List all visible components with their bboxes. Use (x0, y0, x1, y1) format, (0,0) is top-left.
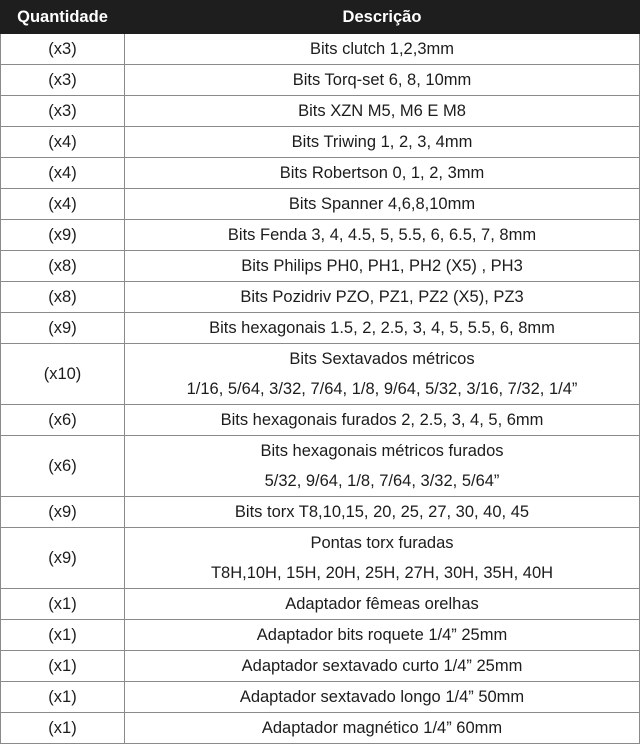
description-line: Adaptador sextavado curto 1/4” 25mm (241, 657, 523, 675)
description-cell (125, 620, 640, 651)
description-line: Bits Sextavados métricos (289, 350, 475, 368)
quantity-cell: (x9) (1, 528, 125, 589)
quantity-cell: (x6) (1, 405, 125, 436)
description-cell (125, 436, 640, 497)
description-cell (125, 251, 640, 282)
description-line: 1/16, 5/64, 3/32, 7/64, 1/8, 9/64, 5/32, 3/16, 7/32, 1/4” (186, 380, 578, 398)
table-row (1, 220, 640, 251)
description-cell (125, 682, 640, 713)
description-line: Bits Philips PH0, PH1, PH2 (X5) , PH3 (241, 257, 523, 275)
description-line: T8H,10H, 15H, 20H, 25H, 27H, 30H, 35H, 40H (210, 564, 554, 582)
quantity-header: Quantidade (1, 1, 125, 34)
description-line: Bits Pozidriv PZO, PZ1, PZ2 (X5), PZ3 (240, 288, 524, 306)
description-cell (125, 589, 640, 620)
quantity-cell: (x9) (1, 220, 125, 251)
description-line: 5/32, 9/64, 1/8, 7/64, 3/32, 5/64” (264, 472, 500, 490)
table-row (1, 158, 640, 189)
description-cell (125, 282, 640, 313)
description-cell (125, 127, 640, 158)
description-line: Bits torx T8,10,15, 20, 25, 27, 30, 40, 45 (234, 503, 530, 521)
table-row (1, 344, 640, 405)
description-line: Bits Robertson 0, 1, 2, 3mm (279, 164, 485, 182)
table-row (1, 528, 640, 589)
description-line: Adaptador magnético 1/4” 60mm (261, 719, 503, 737)
description-cell (125, 34, 640, 65)
description-cell (125, 344, 640, 405)
quantity-cell: (x10) (1, 344, 125, 405)
description-line: Bits hexagonais furados 2, 2.5, 3, 4, 5, 6mm (220, 411, 544, 429)
description-line: Bits Spanner 4,6,8,10mm (288, 195, 476, 213)
description-cell (125, 65, 640, 96)
description-line: Adaptador sextavado longo 1/4” 50mm (239, 688, 525, 706)
description-cell (125, 96, 640, 127)
description-cell (125, 313, 640, 344)
table-row (1, 313, 640, 344)
quantity-cell: (x6) (1, 436, 125, 497)
quantity-cell: (x4) (1, 127, 125, 158)
description-line: Bits hexagonais 1.5, 2, 2.5, 3, 4, 5, 5.5, 6, 8mm (209, 319, 555, 337)
description-cell (125, 528, 640, 589)
quantity-cell: (x3) (1, 96, 125, 127)
quantity-cell: (x4) (1, 189, 125, 220)
table-row (1, 189, 640, 220)
quantity-cell: (x1) (1, 713, 125, 744)
table-row (1, 682, 640, 713)
description-header: Descrição (125, 1, 640, 34)
table-row (1, 282, 640, 313)
quantity-cell: (x9) (1, 313, 125, 344)
description-line: Bits hexagonais métricos furados (260, 442, 504, 460)
header-row (1, 1, 640, 34)
description-cell (125, 651, 640, 682)
table-row (1, 96, 640, 127)
quantity-cell: (x1) (1, 589, 125, 620)
quantity-cell: (x3) (1, 65, 125, 96)
description-line: Bits Torq-set 6, 8, 10mm (292, 71, 472, 89)
description-cell (125, 158, 640, 189)
quantity-cell: (x1) (1, 682, 125, 713)
table-row (1, 651, 640, 682)
description-line: Bits Fenda 3, 4, 4.5, 5, 5.5, 6, 6.5, 7, 8mm (227, 226, 537, 244)
table-row (1, 436, 640, 497)
quantity-cell: (x3) (1, 34, 125, 65)
description-line: Bits Triwing 1, 2, 3, 4mm (291, 133, 473, 151)
description-cell (125, 713, 640, 744)
description-line: Pontas torx furadas (310, 534, 454, 552)
table-row (1, 713, 640, 744)
table-row (1, 34, 640, 65)
table-row (1, 589, 640, 620)
table-row (1, 127, 640, 158)
table-row (1, 251, 640, 282)
description-cell (125, 189, 640, 220)
description-line: Bits XZN M5, M6 E M8 (298, 102, 466, 120)
quantity-cell: (x9) (1, 497, 125, 528)
table-row (1, 405, 640, 436)
description-line: Adaptador fêmeas orelhas (285, 595, 479, 613)
description-cell (125, 220, 640, 251)
table-row (1, 620, 640, 651)
description-cell (125, 405, 640, 436)
description-line: Adaptador bits roquete 1/4” 25mm (256, 626, 508, 644)
quantity-cell: (x1) (1, 620, 125, 651)
quantity-cell: (x4) (1, 158, 125, 189)
table-row (1, 497, 640, 528)
table-row (1, 65, 640, 96)
description-line: Bits clutch 1,2,3mm (310, 40, 454, 58)
quantity-cell: (x8) (1, 251, 125, 282)
quantity-cell: (x8) (1, 282, 125, 313)
quantity-cell: (x1) (1, 651, 125, 682)
description-cell (125, 497, 640, 528)
